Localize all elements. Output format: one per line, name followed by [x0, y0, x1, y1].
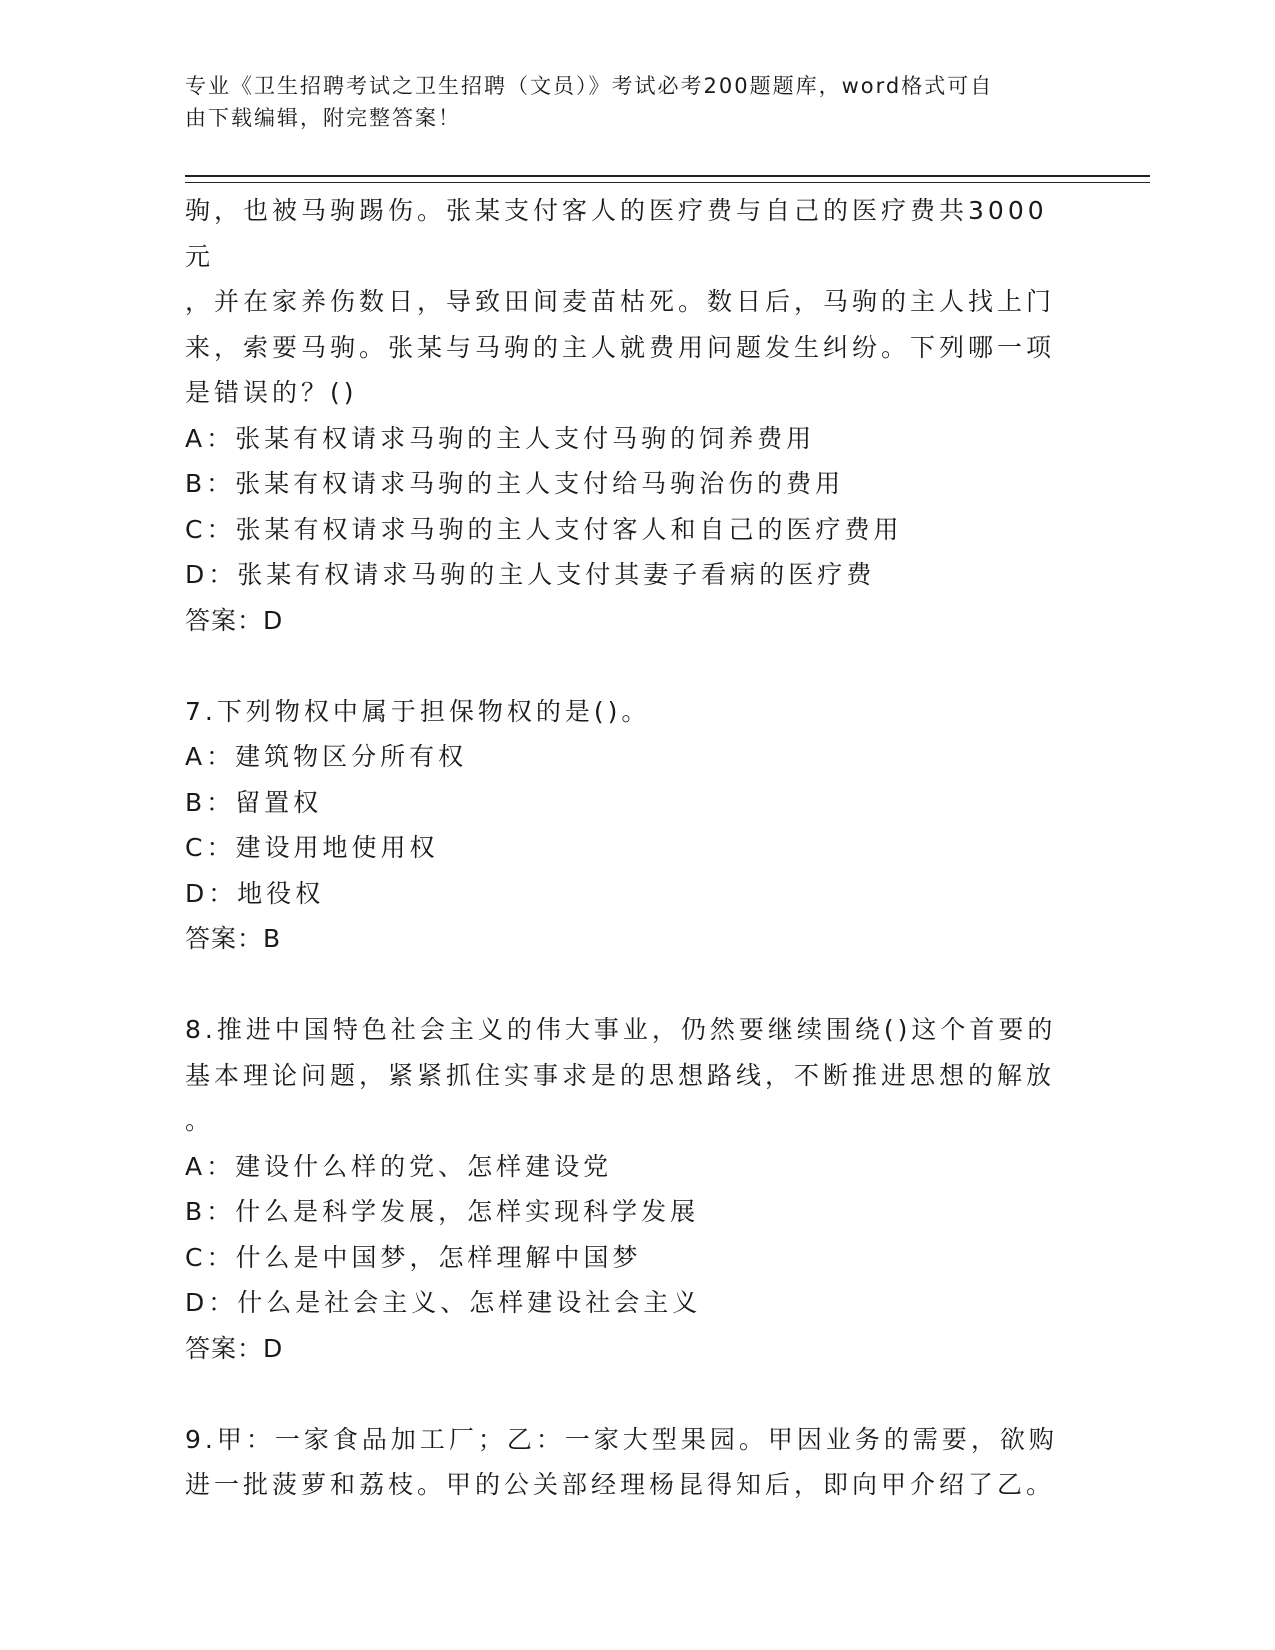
header-rule-thin [185, 182, 1150, 183]
question-stem-line: 是错误的？() [185, 378, 358, 407]
option-d: D：地役权 [185, 878, 325, 908]
option-c: C：什么是中国梦，怎样理解中国梦 [185, 1242, 642, 1272]
question-8 [185, 1007, 1065, 1371]
question-stem-line: 驹，也被马驹踢伤。张某支付客人的医疗费与自己的医疗费共3000元 [185, 196, 1048, 271]
question-stem-line: 8.推进中国特色社会主义的伟大事业，仍然要继续围绕()这个首要的 [185, 1015, 1057, 1044]
option-a: A：建筑物区分所有权 [185, 742, 468, 771]
answer: 答案：B [185, 924, 282, 953]
answer: 答案：D [185, 605, 284, 635]
option-d: D：什么是社会主义、怎样建设社会主义 [185, 1288, 702, 1317]
question-stem-line: 9.甲：一家食品加工厂；乙：一家大型果园。甲因业务的需要，欲购 [185, 1424, 1058, 1454]
question-stem-line: ，并在家养伤数日，导致田间麦苗枯死。数日后，马驹的主人找上门 [185, 287, 1056, 316]
option-d: D：张某有权请求马驹的主人支付其妻子看病的医疗费 [185, 560, 876, 589]
question-stem-line: 来，索要马驹。张某与马驹的主人就费用问题发生纠纷。下列哪一项 [185, 332, 1056, 362]
question-stem-line: 进一批菠萝和荔枝。甲的公关部经理杨昆得知后，即向甲介绍了乙。 [185, 1470, 1056, 1499]
answer: 答案：D [185, 1333, 284, 1363]
option-b: B：张某有权请求马驹的主人支付给马驹治伤的费用 [185, 469, 845, 498]
option-c: C：建设用地使用权 [185, 833, 439, 862]
option-a: A：张某有权请求马驹的主人支付马驹的饲养费用 [185, 423, 816, 453]
page-header [185, 70, 1065, 134]
option-a: A：建设什么样的党、怎样建设党 [185, 1151, 613, 1181]
question-6 [185, 188, 1065, 643]
option-b: B：什么是科学发展，怎样实现科学发展 [185, 1197, 700, 1226]
question-stem-line: 7.下列物权中属于担保物权的是()。 [185, 696, 651, 726]
header-rule [185, 175, 1150, 177]
spacer [185, 1371, 1065, 1417]
option-c: C：张某有权请求马驹的主人支付客人和自己的医疗费用 [185, 514, 903, 544]
question-stem-line: 。 [185, 1106, 215, 1135]
question-stem-line: 基本理论问题，紧紧抓住实事求是的思想路线，不断推进思想的解放 [185, 1060, 1056, 1090]
question-9 [185, 1417, 1065, 1508]
question-7 [185, 689, 1065, 962]
spacer [185, 643, 1065, 689]
option-b: B：留置权 [185, 787, 323, 817]
header-line: 由下载编辑，附完整答案！ [185, 106, 461, 130]
spacer [185, 962, 1065, 1008]
header-line: 专业《卫生招聘考试之卫生招聘（文员）》考试必考200题题库，word格式可自 [185, 74, 994, 98]
document-body [185, 188, 1065, 1508]
